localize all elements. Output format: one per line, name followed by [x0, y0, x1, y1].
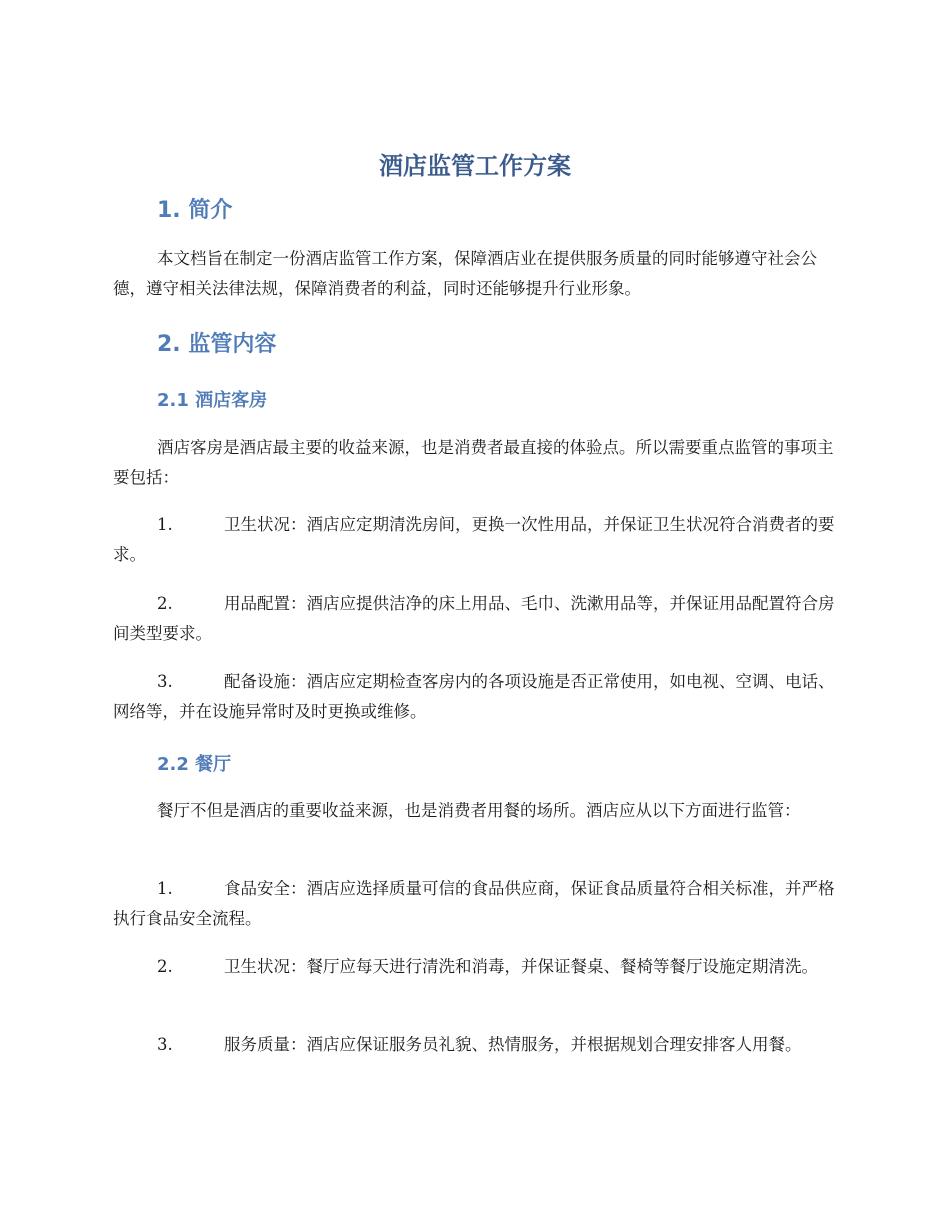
list-item [113, 1030, 837, 1060]
list-item [113, 874, 837, 934]
rooms-paragraph: 酒店客房是酒店最主要的收益来源，也是消费者最直接的体验点。所以需要重点监管的事项主要包括： [113, 438, 834, 487]
list-item [113, 952, 837, 982]
list-item-text: 服务质量：酒店应保证服务员礼貌、热情服务，并根据规划合理安排客人用餐。 [224, 1035, 802, 1054]
list-item-text: 食品安全：酒店应选择质量可信的食品供应商，保证食品质量符合相关标准，并严格执行食品安全流程。 [113, 879, 835, 928]
list-item-text: 卫生状况：餐厅应每天进行清洗和消毒，并保证餐桌、餐椅等餐厅设施定期清洗。 [224, 957, 818, 976]
list-item-number: 3. [157, 1035, 173, 1054]
list-item-number: 2. [157, 594, 173, 613]
list-item [113, 667, 837, 727]
section-heading-intro: 1. 简介 [157, 198, 233, 223]
list-item-text: 用品配置：酒店应提供洁净的床上用品、毛巾、洗漱用品等，并保证用品配置符合房间类型要求。 [113, 594, 835, 643]
list-item-text: 配备设施：酒店应定期检查客房内的各项设施是否正常使用，如电视、空调、电话、网络等，并在设施异常时及时更换或维修。 [113, 672, 835, 721]
list-item [113, 589, 837, 649]
list-item-number: 3. [157, 672, 173, 691]
list-item-number: 1. [157, 879, 173, 898]
subsection-heading-restaurant: 2.2 餐厅 [157, 754, 232, 775]
list-item-text: 卫生状况：酒店应定期清洗房间，更换一次性用品，并保证卫生状况符合消费者的要求。 [113, 515, 835, 564]
restaurant-paragraph: 餐厅不但是酒店的重要收益来源，也是消费者用餐的场所。酒店应从以下方面进行监管： [157, 801, 801, 820]
document-title: 酒店监管工作方案 [379, 152, 571, 180]
list-item [113, 510, 837, 570]
intro-paragraph: 本文档旨在制定一份酒店监管工作方案，保障酒店业在提供服务质量的同时能够遵守社会公德，遵守相关法律法规，保障消费者的利益，同时还能够提升行业形象。 [113, 249, 817, 298]
section-heading-content: 2. 监管内容 [157, 332, 277, 357]
list-item-number: 1. [157, 515, 173, 534]
list-item-number: 2. [157, 957, 173, 976]
subsection-heading-rooms: 2.1 酒店客房 [157, 390, 268, 411]
